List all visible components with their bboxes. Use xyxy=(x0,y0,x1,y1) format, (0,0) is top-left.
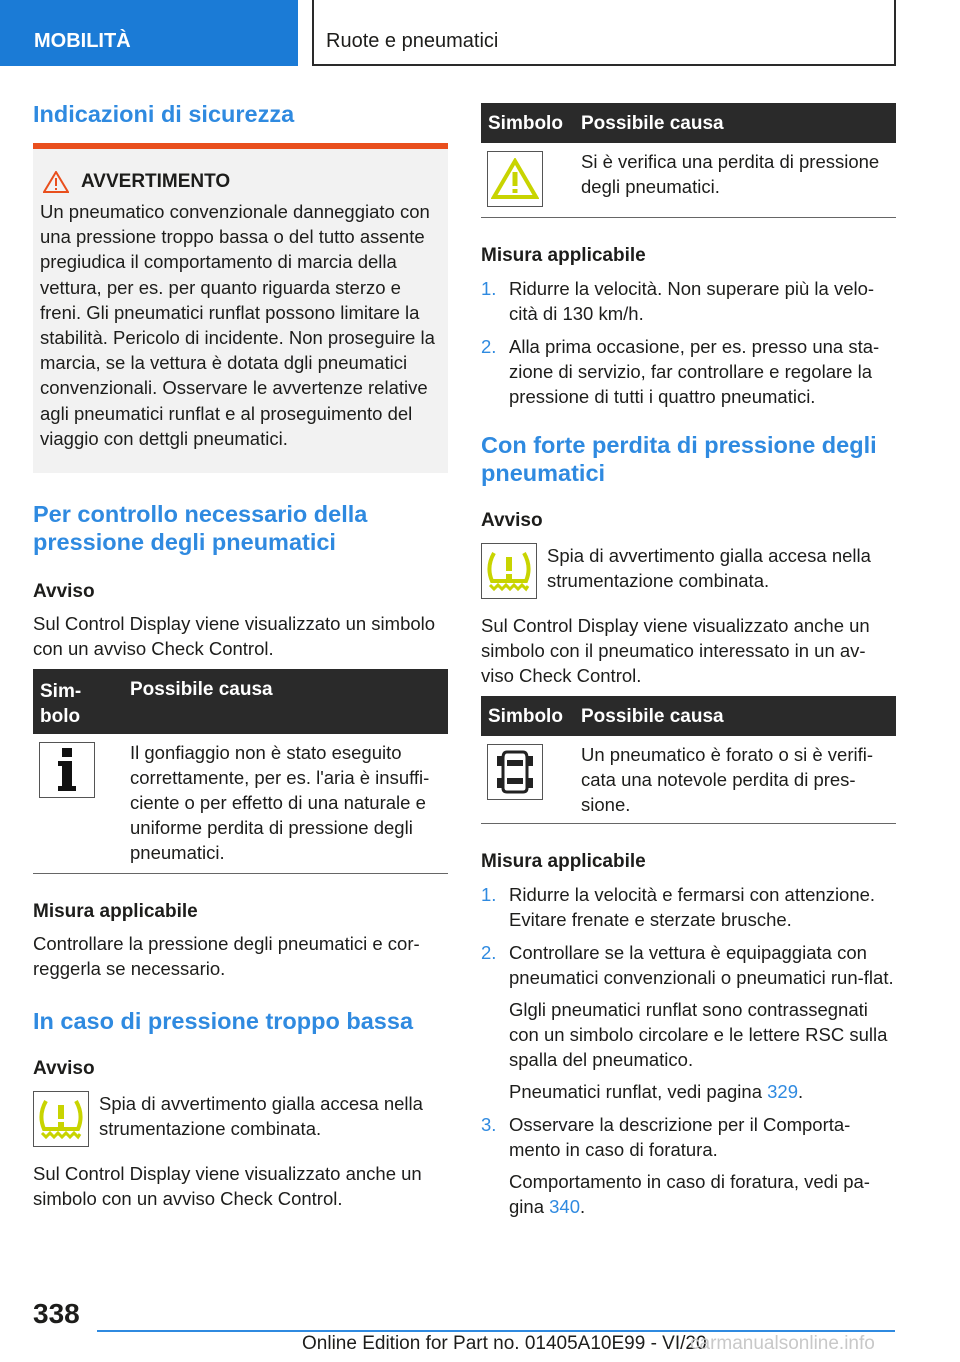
low-display-text: Sul Control Display viene visualizzato anche un simbolo con un avviso Check Control. xyxy=(33,1163,422,1209)
row-cause: Il gonfiaggio non è stato eseguito correttamente, per es. l'aria è insuffi-ciente o per effetto di una naturale e uniforme perdita di pressione degli pneumatici. xyxy=(130,742,430,863)
check-notice-label: Avviso xyxy=(33,581,95,602)
table-row xyxy=(481,736,896,824)
warning-text: Un pneumatico convenzionale danneggiato con una pressione troppo bassa o del tutto assente pregiudica il comportamento di marcia della vettura, per es. per quanto riguarda sterzo e freni. Gli pneumatici runflat possono limitare la stabilità. Pericolo di incidente. Non proseguire la marcia, se la vettura è dotata dgli pneumatici convenzionali. Osservare le avvertenze relative agli pneumatici runflat e al proseguimento del viaggio con dettgli pneumatici. xyxy=(40,201,435,449)
low-notice-label: Avviso xyxy=(33,1058,95,1079)
list-item: 2. Alla prima occasione, per es. presso una sta-zione di servizio, far controllare e regolare la pressione di tutti i quattro pneumatici. xyxy=(481,336,880,407)
list-item: 1. Ridurre la velocità. Non superare più la velo-cità di 130 km/h. xyxy=(481,278,875,324)
check-notice-text: Sul Control Display viene visualizzato un simbolo con un avviso Check Control. xyxy=(33,613,436,659)
strong-display-text: Sul Control Display viene visualizzato anche un simbolo con il pneumatico interessato in un av-viso Check Control. xyxy=(481,615,870,686)
left-column-lower xyxy=(33,500,448,1211)
list-item: 2. Controllare se la vettura è equipaggiata con pneumatici convenzionali o pneumatici run-flat. Glgli pneumatici runflat sono contrassegnati con un simbolo circolare e le lettere RSC sulla spalla del pneumatico. Pneumatici runflat, vedi pagina 329. xyxy=(481,942,894,1102)
left-column xyxy=(33,100,448,128)
col-symbol: Simbolo xyxy=(488,706,563,727)
check-table xyxy=(33,669,448,874)
strong-loss-heading: Con forte perdita di pressione degli pneumatici xyxy=(481,432,877,486)
low-indicator-text: Spia di avvertimento gialla accesa nella strumentazione combinata. xyxy=(99,1093,423,1139)
strong-indicator-row xyxy=(481,543,896,599)
footer-divider xyxy=(97,1330,895,1332)
list-item: 3. Osservare la descrizione per il Comporta-mento in caso di foratura. Comportamento in caso di foratura, vedi pa-gina 340. xyxy=(481,1114,870,1217)
footer-edition: Online Edition for Part no. 01405A10E99 - VI/20 xyxy=(302,1333,707,1354)
list-item: 1. Ridurre la velocità e fermarsi con attenzione. Evitare frenate e sterzate brusche. xyxy=(481,884,876,930)
table-header xyxy=(481,696,896,736)
warning-box xyxy=(33,143,448,473)
measure-text: Controllare la pressione degli pneumatici e cor-reggerla se necessario. xyxy=(33,933,420,979)
warning-triangle-icon xyxy=(43,171,69,193)
page-number: 338 xyxy=(33,1298,80,1329)
col-cause: Possibile causa xyxy=(130,679,273,700)
measure2-steps xyxy=(481,882,896,1219)
table-header xyxy=(481,103,896,143)
right-column xyxy=(481,103,896,1227)
safety-heading: Indicazioni di sicurezza xyxy=(33,101,295,127)
col-cause: Possibile causa xyxy=(581,113,724,134)
row-cause: Si è verifica una perdita di pressione degli pneumatici. xyxy=(581,151,880,197)
strong-indicator-text: Spia di avvertimento gialla accesa nella strumentazione combinata. xyxy=(547,545,871,591)
low-indicator-row xyxy=(33,1091,448,1147)
table-row xyxy=(481,143,896,218)
table-row xyxy=(33,734,448,874)
row-cause: Un pneumatico è forato o si è verifi-cata una notevole perdita di pres-sione. xyxy=(581,744,874,815)
col-symbol: Sim-bolo xyxy=(40,681,82,727)
measure1-label: Misura applicabile xyxy=(481,245,646,266)
measure1-steps xyxy=(481,276,896,409)
chapter-tab[interactable]: Ruote e pneumatici xyxy=(312,0,896,66)
col-symbol: Simbolo xyxy=(488,113,563,134)
page-link-340[interactable]: 340 xyxy=(549,1196,580,1217)
info-icon xyxy=(39,742,95,798)
tire-pressure-warning-icon xyxy=(33,1091,89,1147)
pressure-loss-table xyxy=(481,103,896,218)
warning-title: AVVERTIMENTO xyxy=(81,171,231,192)
measure2-label: Misura applicabile xyxy=(481,851,646,872)
measure-label: Misura applicabile xyxy=(33,901,198,922)
flat-tire-table xyxy=(481,696,896,824)
strong-notice-label: Avviso xyxy=(481,510,543,531)
low-pressure-heading: In caso di pressione troppo bassa xyxy=(33,1008,414,1034)
table-header xyxy=(33,669,448,734)
page-link-329[interactable]: 329 xyxy=(767,1081,798,1102)
tire-pressure-warning-icon xyxy=(481,543,537,599)
warning-triangle-icon xyxy=(487,151,543,207)
section-tab[interactable]: MOBILITÀ xyxy=(0,0,298,66)
footer-watermark: carmanualsonline.info xyxy=(690,1333,875,1354)
car-tire-icon xyxy=(487,744,543,800)
check-pressure-heading: Per controllo necessario della pressione degli pneumatici xyxy=(33,501,368,555)
col-cause: Possibile causa xyxy=(581,706,724,727)
page-header xyxy=(0,0,960,66)
